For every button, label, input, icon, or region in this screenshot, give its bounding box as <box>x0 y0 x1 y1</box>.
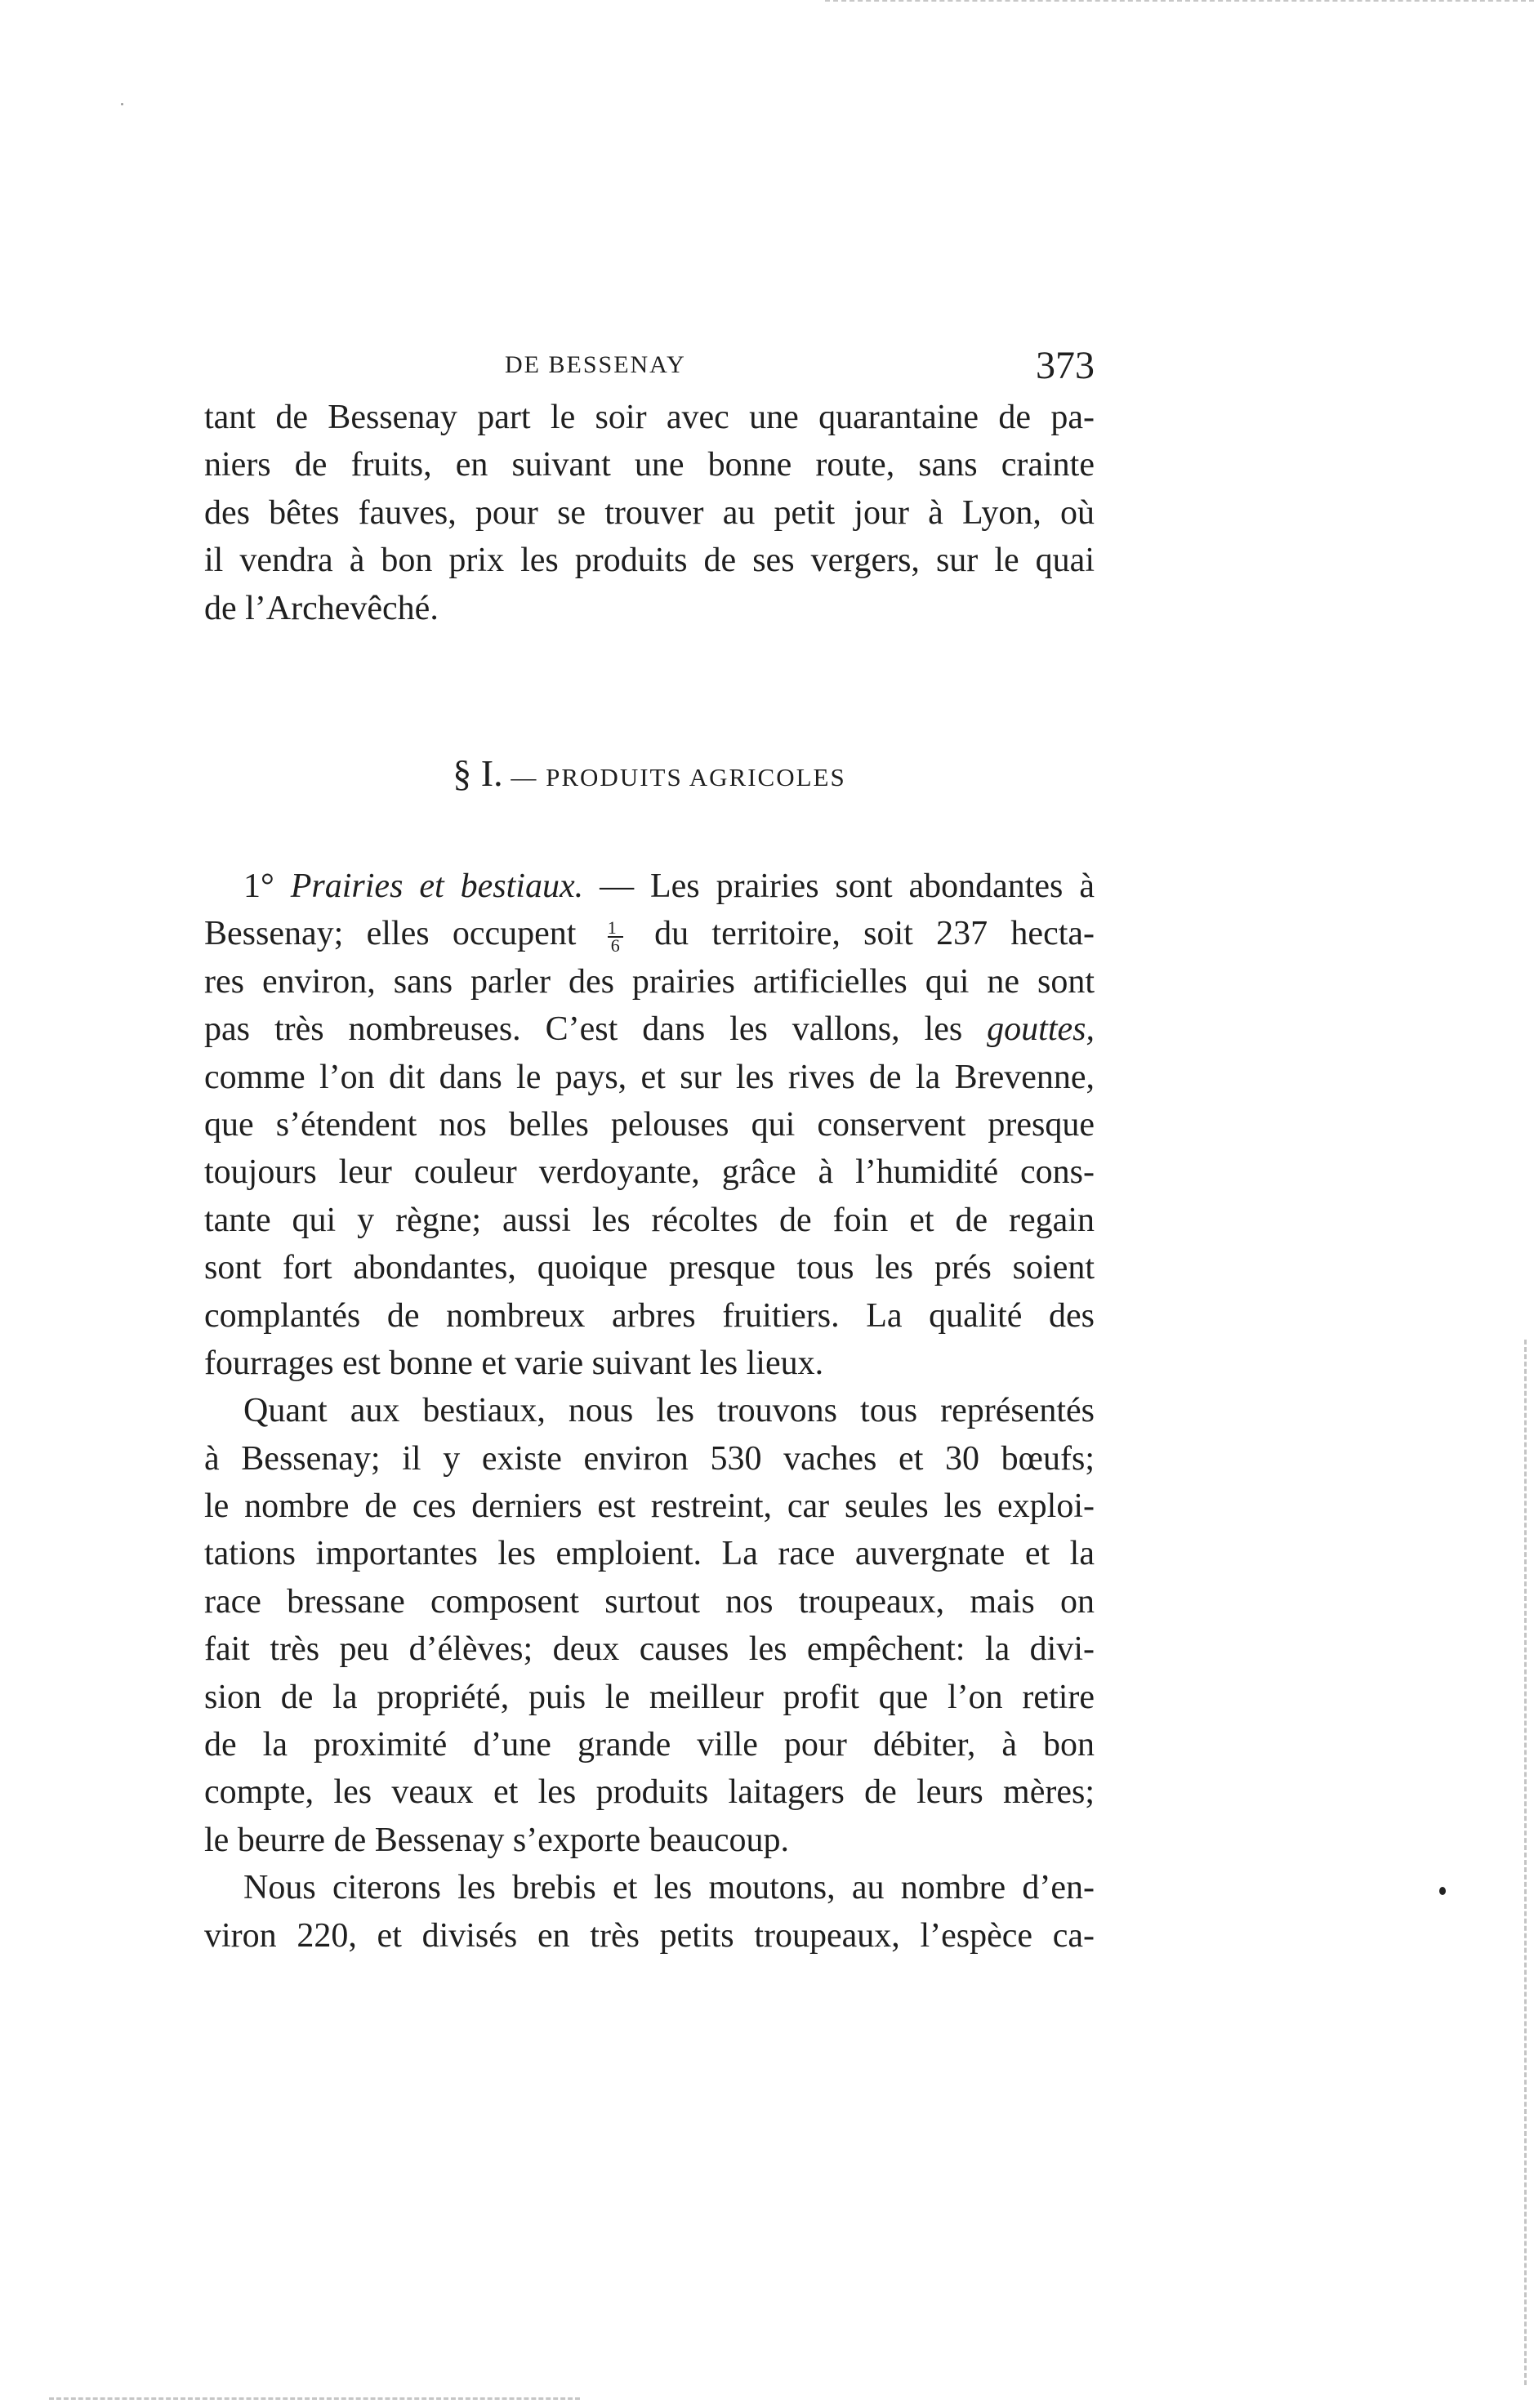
section-title: PRODUITS AGRICOLES <box>546 763 846 792</box>
italic-term: gouttes, <box>987 1010 1095 1049</box>
continued-paragraph <box>204 394 1095 632</box>
text-line: niers de fruits, en suivant une bonne route, sans crainte <box>204 446 1095 484</box>
running-title: DE BESSENAY <box>505 351 686 378</box>
text-line: Bessenay; elles occupent $\frac{1}{6}$ du territoire, soit 237 hecta- <box>204 915 1095 956</box>
fraction-denominator: 6 <box>608 936 623 954</box>
text-line: 1° Prairies et bestiaux. — Les prairies sont abondantes à <box>243 867 1095 905</box>
text-line: res environ, sans parler des prairies artificielles qui ne sont <box>204 962 1095 1001</box>
text-line: tante qui y règne; aussi les récoltes de foin et de regain <box>204 1201 1095 1239</box>
text-line: toujours leur couleur verdoyante, grâce à l’humidité cons- <box>204 1153 1095 1192</box>
text-line: tations importantes les emploient. La race auvergnate et la <box>204 1535 1095 1573</box>
text-line: sont fort abondantes, quoique presque tous les prés soient <box>204 1249 1095 1287</box>
section-heading <box>204 751 1095 795</box>
page-number: 373 <box>1036 344 1095 387</box>
item-number: 1° <box>243 867 274 905</box>
text-line: comme l’on dit dans le pays, et sur les rives de la Brevenne, <box>204 1058 1095 1096</box>
text-line: que s’étendent nos belles pelouses qui conservent presque <box>204 1105 1095 1144</box>
section-symbol: § I. <box>453 752 503 794</box>
scan-edge-top <box>825 0 1534 5</box>
section-dash: — <box>511 763 538 792</box>
text-line: complantés de nombreux arbres fruitiers. La qualité des <box>204 1296 1095 1335</box>
text-line: tant de Bessenay part le soir avec une quarantaine de pa- <box>204 399 1095 436</box>
main-text <box>204 863 1095 1960</box>
text-line: fourrages est bonne et varie suivant les lieux. <box>204 1344 824 1382</box>
text-line: Nous citerons les brebis et les moutons, au nombre d’en- <box>243 1869 1095 1907</box>
text-line: de l’Archevêché. <box>204 589 439 627</box>
text-line: Quant aux bestiaux, nous les trouvons tous représentés <box>243 1392 1095 1430</box>
text-line: sion de la propriété, puis le meilleur profit que l’on retire <box>204 1678 1095 1716</box>
ink-speck <box>1439 1887 1446 1895</box>
scan-edge-bottom <box>49 2397 580 2403</box>
text-line: de la proximité d’une grande ville pour débiter, à bon <box>204 1726 1095 1764</box>
fraction-numerator: 1 <box>607 916 617 938</box>
text-line: fait très peu d’élèves; deux causes les empêchent: la divi- <box>204 1630 1095 1669</box>
scan-edge-right <box>1524 1340 1529 2385</box>
text-line: race bressane composent surtout nos troupeaux, mais on <box>204 1582 1095 1621</box>
text-line: il vendra à bon prix les produits de ses vergers, sur le quai <box>204 542 1095 580</box>
fraction <box>607 916 623 956</box>
text-line: des bêtes fauves, pour se trouver au petit jour à Lyon, où <box>204 493 1095 532</box>
text-line: le nombre de ces derniers est restreint, car seules les exploi- <box>204 1487 1095 1526</box>
text-line: le beurre de Bessenay s’exporte beaucoup. <box>204 1821 790 1859</box>
running-head <box>204 341 1095 399</box>
ink-speck <box>121 103 123 105</box>
text-line: à Bessenay; il y existe environ 530 vaches et 30 bœufs; <box>204 1439 1095 1478</box>
text-line: compte, les veaux et les produits laitagers de leurs mères; <box>204 1773 1095 1812</box>
item-title: Prairies et bestiaux. <box>290 867 584 905</box>
text-line: pas très nombreuses. C’est dans les vallons, les gouttes, <box>204 1010 1095 1049</box>
text-line: viron 220, et divisés en très petits troupeaux, l’espèce ca- <box>204 1916 1095 1955</box>
